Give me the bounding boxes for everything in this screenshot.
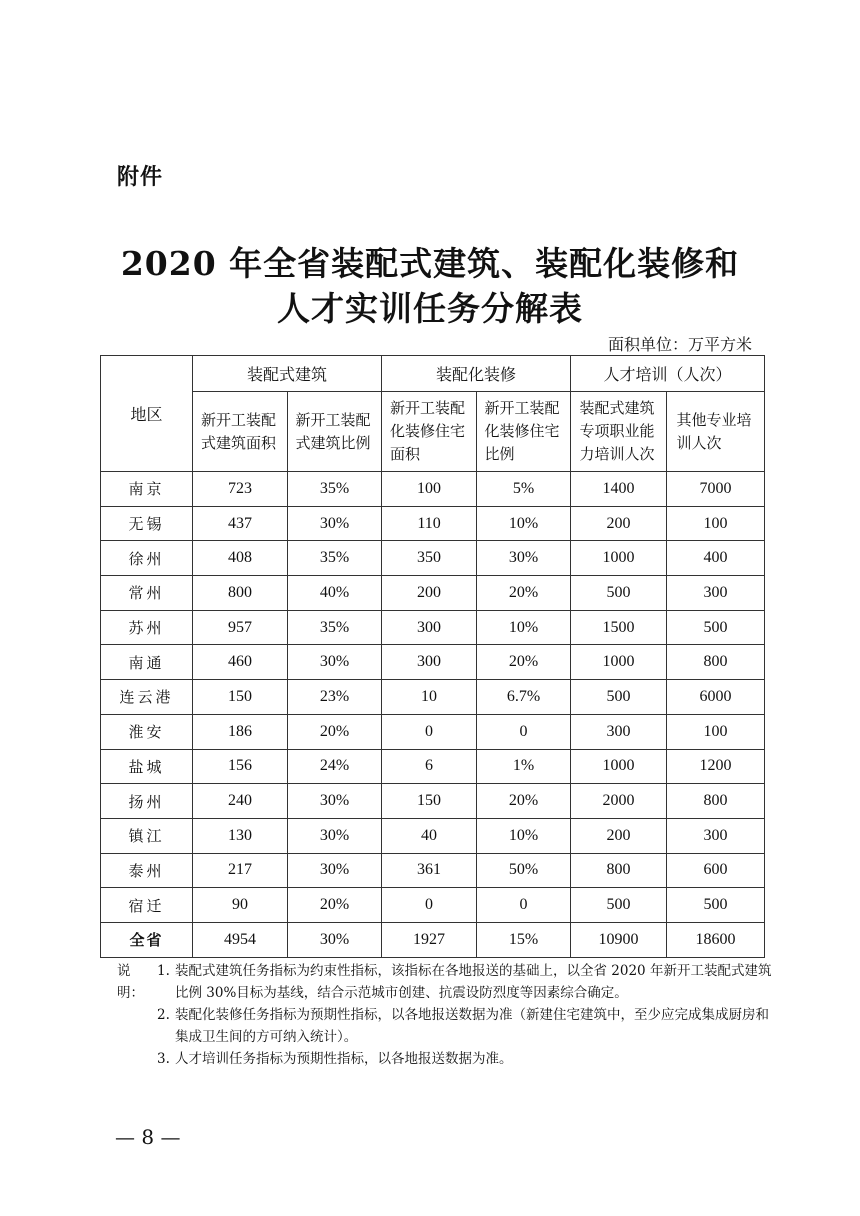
value-cell: 1% bbox=[477, 749, 571, 784]
value-cell: 500 bbox=[571, 680, 667, 715]
value-cell: 300 bbox=[571, 714, 667, 749]
value-cell: 20% bbox=[477, 784, 571, 819]
value-cell: 20% bbox=[288, 714, 382, 749]
value-cell: 500 bbox=[667, 888, 765, 923]
value-cell: 350 bbox=[382, 541, 477, 576]
value-cell: 186 bbox=[193, 714, 288, 749]
value-cell: 7000 bbox=[667, 472, 765, 507]
subheader-prefab-training: 装配式建筑专项职业能力培训人次 bbox=[571, 392, 667, 472]
table-row bbox=[101, 645, 765, 680]
table-row bbox=[101, 888, 765, 923]
value-cell: 460 bbox=[193, 645, 288, 680]
value-cell: 800 bbox=[193, 576, 288, 611]
value-cell: 723 bbox=[193, 472, 288, 507]
notes-prefix: 说明： bbox=[117, 963, 144, 1001]
value-cell: 130 bbox=[193, 818, 288, 853]
group-header-decoration: 装配化装修 bbox=[382, 356, 571, 392]
page-number: — 8 — bbox=[115, 1125, 181, 1149]
value-cell: 1500 bbox=[571, 610, 667, 645]
value-cell: 35% bbox=[288, 541, 382, 576]
value-cell: 110 bbox=[382, 506, 477, 541]
region-header: 地区 bbox=[101, 356, 193, 472]
region-cell: 苏州 bbox=[101, 610, 193, 645]
region-cell: 连云港 bbox=[101, 680, 193, 715]
region-cell: 徐州 bbox=[101, 541, 193, 576]
group-header-training: 人才培训（人次） bbox=[571, 356, 765, 392]
value-cell: 0 bbox=[382, 888, 477, 923]
table-row bbox=[101, 680, 765, 715]
value-cell: 408 bbox=[193, 541, 288, 576]
value-cell: 50% bbox=[477, 853, 571, 888]
value-cell: 30% bbox=[288, 818, 382, 853]
table-row bbox=[101, 749, 765, 784]
value-cell: 40% bbox=[288, 576, 382, 611]
value-cell: 4954 bbox=[193, 922, 288, 957]
subheader-decoration-area: 新开工装配化装修住宅面积 bbox=[382, 392, 477, 472]
table-row bbox=[101, 506, 765, 541]
value-cell: 6 bbox=[382, 749, 477, 784]
table-total-row bbox=[101, 922, 765, 957]
value-cell: 150 bbox=[382, 784, 477, 819]
table-row bbox=[101, 541, 765, 576]
region-cell: 宿迁 bbox=[101, 888, 193, 923]
value-cell: 0 bbox=[477, 714, 571, 749]
value-cell: 300 bbox=[382, 645, 477, 680]
value-cell: 200 bbox=[571, 506, 667, 541]
value-cell: 800 bbox=[667, 645, 765, 680]
value-cell: 30% bbox=[288, 922, 382, 957]
value-cell: 1200 bbox=[667, 749, 765, 784]
value-cell: 437 bbox=[193, 506, 288, 541]
value-cell: 200 bbox=[571, 818, 667, 853]
table-row bbox=[101, 818, 765, 853]
value-cell: 1400 bbox=[571, 472, 667, 507]
subheader-prefab-area: 新开工装配式建筑面积 bbox=[193, 392, 288, 472]
value-cell: 800 bbox=[571, 853, 667, 888]
value-cell: 1000 bbox=[571, 749, 667, 784]
value-cell: 30% bbox=[288, 645, 382, 680]
note-number: 3. bbox=[157, 1051, 170, 1067]
value-cell: 2000 bbox=[571, 784, 667, 819]
value-cell: 30% bbox=[288, 784, 382, 819]
value-cell: 500 bbox=[571, 576, 667, 611]
value-cell: 240 bbox=[193, 784, 288, 819]
region-cell: 泰州 bbox=[101, 853, 193, 888]
value-cell: 10% bbox=[477, 506, 571, 541]
task-table bbox=[100, 355, 765, 958]
value-cell: 300 bbox=[667, 576, 765, 611]
value-cell: 10900 bbox=[571, 922, 667, 957]
subheader-other-training: 其他专业培训人次 bbox=[667, 392, 765, 472]
value-cell: 150 bbox=[193, 680, 288, 715]
unit-label: 面积单位：万平方米 bbox=[607, 335, 752, 354]
value-cell: 0 bbox=[382, 714, 477, 749]
value-cell: 5% bbox=[477, 472, 571, 507]
region-cell: 淮安 bbox=[101, 714, 193, 749]
value-cell: 15% bbox=[477, 922, 571, 957]
note-item bbox=[117, 1048, 777, 1070]
value-cell: 300 bbox=[382, 610, 477, 645]
value-cell: 361 bbox=[382, 853, 477, 888]
value-cell: 90 bbox=[193, 888, 288, 923]
value-cell: 35% bbox=[288, 610, 382, 645]
value-cell: 156 bbox=[193, 749, 288, 784]
note-number: 1. bbox=[157, 963, 170, 979]
page-title-line-1: 2020 年全省装配式建筑、装配化装修和 bbox=[120, 244, 740, 283]
value-cell: 800 bbox=[667, 784, 765, 819]
note-text: 人才培训任务指标为预期性指标，以各地报送数据为准。 bbox=[175, 1051, 513, 1067]
value-cell: 10% bbox=[477, 610, 571, 645]
note-number: 2. bbox=[157, 1007, 170, 1023]
value-cell: 20% bbox=[288, 888, 382, 923]
note-item bbox=[117, 1004, 777, 1048]
table-row bbox=[101, 714, 765, 749]
subheader-decoration-ratio: 新开工装配化装修住宅比例 bbox=[477, 392, 571, 472]
value-cell: 18600 bbox=[667, 922, 765, 957]
value-cell: 20% bbox=[477, 576, 571, 611]
value-cell: 20% bbox=[477, 645, 571, 680]
value-cell: 100 bbox=[667, 714, 765, 749]
table-row bbox=[101, 576, 765, 611]
table-row bbox=[101, 784, 765, 819]
region-cell: 无锡 bbox=[101, 506, 193, 541]
notes-section bbox=[117, 960, 777, 1070]
subheader-prefab-ratio: 新开工装配式建筑比例 bbox=[288, 392, 382, 472]
value-cell: 957 bbox=[193, 610, 288, 645]
group-header-prefab: 装配式建筑 bbox=[193, 356, 382, 392]
value-cell: 200 bbox=[382, 576, 477, 611]
value-cell: 6.7% bbox=[477, 680, 571, 715]
note-text: 装配化装修任务指标为预期性指标，以各地报送数据为准（新建住宅建筑中，至少应完成集成厨房和集成卫生间的方可纳入统计）。 bbox=[175, 1007, 769, 1045]
value-cell: 35% bbox=[288, 472, 382, 507]
value-cell: 100 bbox=[667, 506, 765, 541]
value-cell: 30% bbox=[477, 541, 571, 576]
page-title-line-2: 人才实训任务分解表 bbox=[277, 289, 583, 328]
table-row bbox=[101, 472, 765, 507]
region-cell: 南通 bbox=[101, 645, 193, 680]
region-cell: 扬州 bbox=[101, 784, 193, 819]
table-body bbox=[101, 472, 765, 958]
region-cell: 常州 bbox=[101, 576, 193, 611]
region-cell: 南京 bbox=[101, 472, 193, 507]
region-cell: 盐城 bbox=[101, 749, 193, 784]
value-cell: 30% bbox=[288, 853, 382, 888]
table-row bbox=[101, 853, 765, 888]
value-cell: 1000 bbox=[571, 645, 667, 680]
note-text: 装配式建筑任务指标为约束性指标，该指标在各地报送的基础上，以全省 2020 年新开工装配式建筑比例 30%目标为基线，结合示范城市创建、抗震设防烈度等因素综合确定。 bbox=[175, 963, 772, 1001]
value-cell: 100 bbox=[382, 472, 477, 507]
table-row bbox=[101, 610, 765, 645]
value-cell: 24% bbox=[288, 749, 382, 784]
value-cell: 30% bbox=[288, 506, 382, 541]
value-cell: 500 bbox=[667, 610, 765, 645]
value-cell: 1927 bbox=[382, 922, 477, 957]
value-cell: 0 bbox=[477, 888, 571, 923]
value-cell: 23% bbox=[288, 680, 382, 715]
region-cell: 全省 bbox=[101, 922, 193, 957]
value-cell: 6000 bbox=[667, 680, 765, 715]
value-cell: 10% bbox=[477, 818, 571, 853]
region-cell: 镇江 bbox=[101, 818, 193, 853]
value-cell: 217 bbox=[193, 853, 288, 888]
value-cell: 10 bbox=[382, 680, 477, 715]
value-cell: 500 bbox=[571, 888, 667, 923]
value-cell: 400 bbox=[667, 541, 765, 576]
value-cell: 600 bbox=[667, 853, 765, 888]
value-cell: 1000 bbox=[571, 541, 667, 576]
note-item bbox=[117, 960, 777, 1004]
value-cell: 300 bbox=[667, 818, 765, 853]
attachment-label: 附件 bbox=[117, 165, 164, 190]
value-cell: 40 bbox=[382, 818, 477, 853]
